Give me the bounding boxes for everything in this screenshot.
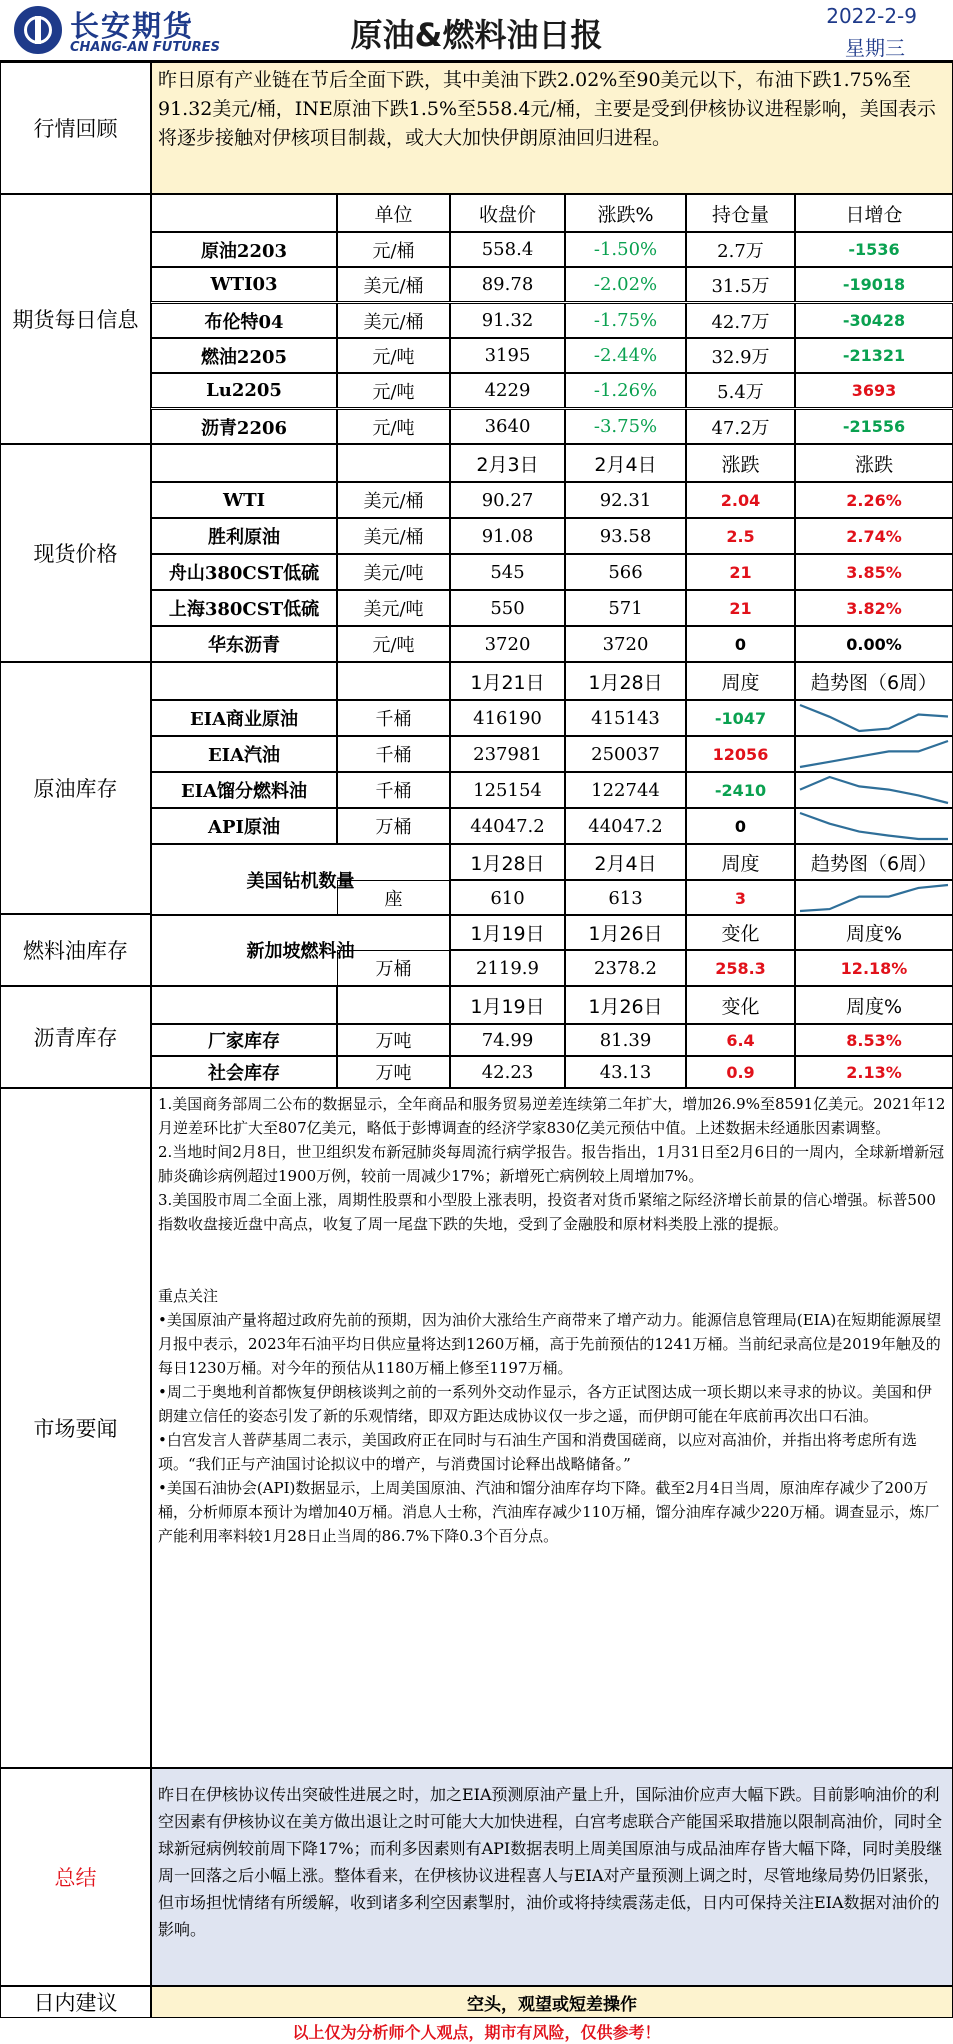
inventory-week2: 250037 xyxy=(565,736,686,772)
inventory-week2: 44047.2 xyxy=(565,808,686,844)
spot-product-name: 上海380CST低硫 xyxy=(151,590,337,626)
inventory-week1: 44047.2 xyxy=(450,808,565,844)
futures-contract-name: WTI03 xyxy=(151,267,337,302)
inventory-weekly-change: 0 xyxy=(686,808,795,844)
focus-item: •白宫发言人普萨基周二表示，美国政府正在同时与石油生产国和消费国磋商，以应对高油价，并指出将考虑所有选项。“我们正与产油国讨论拟议中的增产，与消费国讨论释出战略储备。” xyxy=(158,1431,917,1473)
rig-count-week1: 610 xyxy=(450,880,565,916)
inventory-weekly-change: 12056 xyxy=(686,736,795,772)
inventory-item-name: EIA汽油 xyxy=(151,736,337,772)
trend-sparkline-eia-distillate xyxy=(795,772,953,808)
disclaimer-footer: 以上仅为分析师个人观点，期市有风险，仅供参考！ xyxy=(292,2023,661,2042)
futures-unit: 美元/桶 xyxy=(337,267,450,302)
futures-change-pct: -1.75% xyxy=(565,303,686,338)
fuel-inventory-unit: 万桶 xyxy=(337,950,450,986)
futures-header: 收盘价 xyxy=(450,194,565,232)
asphalt-inventory-unit: 万吨 xyxy=(337,1024,450,1056)
market-review-text: 昨日原有产业链在节后全面下跌，其中美油下跌2.02%至90美元以下，布油下跌1.75%至91.32美元/桶，INE原油下跌1.5%至558.4元/桶，主要是受到伊核协议进程影响，美国表示将逐步接触对伊核项目制裁，或大大加快伊朗原油回归进程。 xyxy=(151,62,953,194)
futures-contract-name: 原油2203 xyxy=(151,232,337,267)
inventory-weekly-change: -1047 xyxy=(686,700,795,736)
rig-count-week2: 613 xyxy=(565,880,686,916)
spot-product-name: 华东沥青 xyxy=(151,626,337,662)
focus-item: •美国原油产量将超过政府先前的预期，因为油价大涨给生产商带来了增产动力。能源信息管理局(EIA)在短期能源展望月报中表示，2023年石油平均日供应量将达到1260万桶，高于先前预估的1241万桶。当前纪录高位是2019年触及的每日1230万桶。对今年的预估从1180万桶上修至1197万桶。 xyxy=(158,1311,942,1377)
spot-header: 涨跌 xyxy=(795,444,953,482)
inventory-weekly-change: -2410 xyxy=(686,772,795,808)
trend-sparkline-eia-crude-line xyxy=(800,705,948,731)
trend-sparkline-eia-distillate-line xyxy=(800,777,948,803)
inventory-week2: 415143 xyxy=(565,700,686,736)
section-label-market-review: 行情回顾 xyxy=(0,62,151,194)
inventory-week1: 416190 xyxy=(450,700,565,736)
spot-price-day2: 93.58 xyxy=(565,518,686,554)
inventory-item-name: EIA商业原油 xyxy=(151,700,337,736)
asphalt-inventory-header: 周度% xyxy=(795,986,953,1024)
rig-header: 1月28日 xyxy=(450,844,565,880)
spot-price-day1: 91.08 xyxy=(450,518,565,554)
inventory-item-name: EIA馏分燃料油 xyxy=(151,772,337,808)
futures-close: 91.32 xyxy=(450,303,565,338)
futures-header: 持仓量 xyxy=(686,194,795,232)
section-label-crude-inventory: 原油库存 xyxy=(0,662,151,914)
inventory-week1: 125154 xyxy=(450,772,565,808)
header-blank xyxy=(151,986,337,1024)
spot-change-pct: 2.74% xyxy=(795,518,953,554)
news-item: 2.当地时间2月8日，世卫组织发布新冠肺炎每周流行病学报告。报告指出，1月31日至2月6日的一周内，全球新增新冠肺炎确诊病例超过1900万例，较前一周减少17%；新增死亡病例较上周增加7%。 xyxy=(158,1143,945,1185)
inventory-week2: 122744 xyxy=(565,772,686,808)
rig-header: 趋势图（6周） xyxy=(795,844,953,880)
futures-oi-change: -1536 xyxy=(795,232,953,267)
spot-product-name: 舟山380CST低硫 xyxy=(151,554,337,590)
futures-change-pct: -2.02% xyxy=(565,267,686,302)
spot-header: 2月4日 xyxy=(565,444,686,482)
inventory-week1: 237981 xyxy=(450,736,565,772)
futures-change-pct: -2.44% xyxy=(565,338,686,373)
trend-sparkline-eia-gasoline xyxy=(795,736,953,772)
inventory-unit: 千桶 xyxy=(337,736,450,772)
asphalt-inventory-header: 变化 xyxy=(686,986,795,1024)
inventory-unit: 千桶 xyxy=(337,700,450,736)
futures-close: 4229 xyxy=(450,373,565,408)
section-label-summary: 总结 xyxy=(0,1768,151,1986)
futures-contract-name: 沥青2206 xyxy=(151,409,337,444)
trend-sparkline-eia-gasoline-line xyxy=(800,741,948,767)
section-label-fuel-inventory: 燃料油库存 xyxy=(0,914,151,986)
rig-header: 周度 xyxy=(686,844,795,880)
section-label-spot: 现货价格 xyxy=(0,444,151,662)
futures-unit: 元/吨 xyxy=(337,338,450,373)
spot-change: 21 xyxy=(686,590,795,626)
news-item: 3.美国股市周二全面上涨，周期性股票和小型股上涨表明，投资者对货币紧缩之际经济增长前景的信心增强。标普500指数收盘接近盘中高点，收复了周一尾盘下跌的失地，受到了金融股和原材料类股上涨的提振。 xyxy=(158,1191,936,1233)
asphalt-inventory-week1: 74.99 xyxy=(450,1024,565,1056)
futures-open-interest: 31.5万 xyxy=(686,267,795,302)
rig-count-name: 美国钻机数量 xyxy=(151,844,450,916)
spot-change-pct: 3.85% xyxy=(795,554,953,590)
spot-price-day2: 571 xyxy=(565,590,686,626)
report-header xyxy=(0,0,953,62)
futures-contract-name: Lu2205 xyxy=(151,373,337,408)
header-blank xyxy=(151,662,337,700)
spot-change: 2.5 xyxy=(686,518,795,554)
asphalt-inventory-change-pct: 8.53% xyxy=(795,1024,953,1056)
advice-text: 空头，观望或短差操作 xyxy=(151,1986,953,2018)
rig-header: 2月4日 xyxy=(565,844,686,880)
fuel-inventory-header: 变化 xyxy=(686,914,795,950)
header-blank xyxy=(337,986,450,1024)
futures-change-pct: -1.50% xyxy=(565,232,686,267)
asphalt-inventory-week2: 81.39 xyxy=(565,1024,686,1056)
futures-change-pct: -3.75% xyxy=(565,409,686,444)
news-item: 1.美国商务部周二公布的数据显示，全年商品和服务贸易逆差连续第二年扩大，增加26.9%至8591亿美元。2021年12月逆差环比扩大至807亿美元，略低于彭博调查的经济学家830亿美元预估中值。上述数据未经通胀因素调整。 xyxy=(158,1095,946,1137)
futures-close: 558.4 xyxy=(450,232,565,267)
crude-inventory-header: 1月28日 xyxy=(565,662,686,700)
crude-inventory-header: 周度 xyxy=(686,662,795,700)
inventory-item-name: API原油 xyxy=(151,808,337,844)
futures-header: 单位 xyxy=(337,194,450,232)
spot-unit: 美元/桶 xyxy=(337,518,450,554)
futures-unit: 元/吨 xyxy=(337,409,450,444)
asphalt-inventory-header: 1月26日 xyxy=(565,986,686,1024)
futures-header: 日增仓 xyxy=(795,194,953,232)
fuel-inventory-header: 1月19日 xyxy=(450,914,565,950)
spot-unit: 美元/桶 xyxy=(337,482,450,518)
trend-sparkline-api-crude xyxy=(795,808,953,844)
asphalt-inventory-name: 厂家库存 xyxy=(151,1024,337,1056)
asphalt-inventory-name: 社会库存 xyxy=(151,1056,337,1088)
spot-header: 2月3日 xyxy=(450,444,565,482)
spot-change-pct: 2.26% xyxy=(795,482,953,518)
futures-unit: 元/桶 xyxy=(337,232,450,267)
fuel-inventory-change-pct: 12.18% xyxy=(795,950,953,986)
fuel-inventory-header: 1月26日 xyxy=(565,914,686,950)
spot-price-day1: 90.27 xyxy=(450,482,565,518)
futures-open-interest: 5.4万 xyxy=(686,373,795,408)
report-date: 2022-2-9 xyxy=(826,4,917,28)
section-label-asphalt-inventory: 沥青库存 xyxy=(0,986,151,1088)
spot-price-day2: 566 xyxy=(565,554,686,590)
section-label-advice: 日内建议 xyxy=(0,1986,151,2018)
spot-change: 21 xyxy=(686,554,795,590)
focus-item: •美国石油协会(API)数据显示，上周美国原油、汽油和馏分油库存均下降。截至2月4日当周，原油库存减少了200万桶，分析师原本预计为增加40万桶。消息人士称，汽油库存减少110万桶，馏分油库存减少220万桶。调查显示，炼厂产能利用率料较1月28日止当周的86.7%下降0.3个百分点。 xyxy=(158,1479,940,1545)
futures-oi-change: -21321 xyxy=(795,338,953,373)
fuel-inventory-change: 258.3 xyxy=(686,950,795,986)
fuel-inventory-name: 新加坡燃料油 xyxy=(151,914,450,986)
spot-product-name: 胜利原油 xyxy=(151,518,337,554)
futures-open-interest: 2.7万 xyxy=(686,232,795,267)
header-blank xyxy=(151,194,337,232)
market-news-body xyxy=(151,1088,953,1768)
logo-english: CHANG-AN FUTURES xyxy=(70,40,221,55)
futures-oi-change: -30428 xyxy=(795,303,953,338)
inventory-unit: 千桶 xyxy=(337,772,450,808)
asphalt-inventory-header: 1月19日 xyxy=(450,986,565,1024)
summary-text: 昨日在伊核协议传出突破性进展之时，加之EIA预测原油产量上升，国际油价应声大幅下跌。目前影响油价的利空因素有伊核协议在美方做出退让之时可能大大加快进程，白宫考虑联合产能国采取措施以限制高油价，同时全球新冠病例较前周下降17%；而利多因素则有API数据表明上周美国原油与成品油库存皆大幅下降，同时美股继周一回落之后小幅上涨。整体看来，在伊核协议进程喜人与EIA对产量预测上调之时，尽管地缘局势仍旧紧张，但市场担忧情绪有所缓解，收到诸多利空因素掣肘，油价或将持续震荡走低，日内可保持关注EIA数据对油价的影响。 xyxy=(151,1768,953,1986)
spot-product-name: WTI xyxy=(151,482,337,518)
asphalt-inventory-change: 0.9 xyxy=(686,1056,795,1088)
report-title: 原油&燃料油日报 xyxy=(350,16,603,54)
futures-contract-name: 燃油2205 xyxy=(151,338,337,373)
crude-inventory-header: 1月21日 xyxy=(450,662,565,700)
spot-unit: 美元/吨 xyxy=(337,554,450,590)
futures-unit: 元/吨 xyxy=(337,373,450,408)
spot-header: 涨跌 xyxy=(686,444,795,482)
header-blank xyxy=(337,444,450,482)
crude-inventory-header: 趋势图（6周） xyxy=(795,662,953,700)
futures-close: 89.78 xyxy=(450,267,565,302)
focus-title: 重点关注 xyxy=(158,1287,219,1305)
futures-header: 涨跌% xyxy=(565,194,686,232)
report-weekday: 星期三 xyxy=(845,36,905,60)
focus-item: •周二于奥地利首都恢复伊朗核谈判之前的一系列外交动作显示，各方正试图达成一项长期以来寻求的协议。美国和伊朗建立信任的姿态引发了新的乐观情绪，即双方距达成协议仅一步之遥，而伊朗可能在年底前再次出口石油。 xyxy=(158,1383,932,1425)
spot-change-pct: 0.00% xyxy=(795,626,953,662)
futures-open-interest: 47.2万 xyxy=(686,409,795,444)
futures-change-pct: -1.26% xyxy=(565,373,686,408)
asphalt-inventory-unit: 万吨 xyxy=(337,1056,450,1088)
futures-close: 3195 xyxy=(450,338,565,373)
spot-change: 0 xyxy=(686,626,795,662)
spot-price-day1: 3720 xyxy=(450,626,565,662)
futures-contract-name: 布伦特04 xyxy=(151,303,337,338)
spot-price-day2: 92.31 xyxy=(565,482,686,518)
trend-sparkline-rig-count-line xyxy=(800,885,948,911)
asphalt-inventory-week2: 43.13 xyxy=(565,1056,686,1088)
futures-open-interest: 42.7万 xyxy=(686,303,795,338)
section-label-futures: 期货每日信息 xyxy=(0,194,151,444)
futures-oi-change: 3693 xyxy=(795,373,953,408)
spot-unit: 元/吨 xyxy=(337,626,450,662)
trend-sparkline-api-crude-line xyxy=(800,813,948,839)
header-blank xyxy=(151,444,337,482)
asphalt-inventory-week1: 42.23 xyxy=(450,1056,565,1088)
spot-change-pct: 3.82% xyxy=(795,590,953,626)
futures-close: 3640 xyxy=(450,409,565,444)
header-blank xyxy=(337,662,450,700)
rig-weekly-change: 3 xyxy=(686,880,795,916)
spot-unit: 美元/吨 xyxy=(337,590,450,626)
asphalt-inventory-change: 6.4 xyxy=(686,1024,795,1056)
futures-oi-change: -21556 xyxy=(795,409,953,444)
logo-chinese: 长安期货 xyxy=(70,9,195,43)
fuel-inventory-week1: 2119.9 xyxy=(450,950,565,986)
trend-sparkline-rig-count xyxy=(795,880,953,916)
futures-oi-change: -19018 xyxy=(795,267,953,302)
section-label-news: 市场要闻 xyxy=(0,1088,151,1768)
spot-price-day1: 545 xyxy=(450,554,565,590)
asphalt-inventory-change-pct: 2.13% xyxy=(795,1056,953,1088)
rig-unit: 座 xyxy=(337,880,450,916)
spot-price-day1: 550 xyxy=(450,590,565,626)
fuel-inventory-header: 周度% xyxy=(795,914,953,950)
spot-change: 2.04 xyxy=(686,482,795,518)
inventory-unit: 万桶 xyxy=(337,808,450,844)
futures-unit: 美元/桶 xyxy=(337,303,450,338)
trend-sparkline-eia-crude xyxy=(795,700,953,736)
spot-price-day2: 3720 xyxy=(565,626,686,662)
futures-open-interest: 32.9万 xyxy=(686,338,795,373)
fuel-inventory-week2: 2378.2 xyxy=(565,950,686,986)
